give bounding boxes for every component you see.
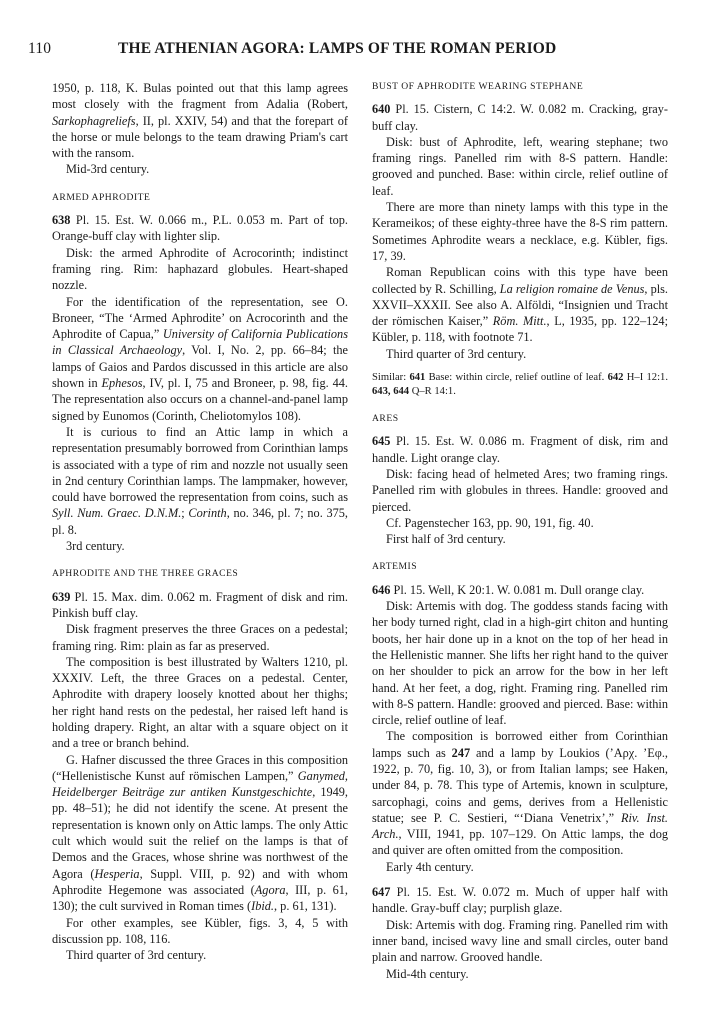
date-line: Early 4th century. xyxy=(386,859,474,874)
discussion-paragraph: It is curious to find an Attic lamp in which a representation presumably borrowed from Corinthian lamps is associated with a type of rim and nozzle not usually seen in 2nd century Corinthian lamps. The lampmaker, however, could have borrowed the representation from coins, such as Syll. Num. Graec. D.N.M.; Corinth, no. 346, pl. 7; no. 375, pl. 8. xyxy=(52,424,348,537)
discussion-paragraph: Roman Republican coins with this type have been collected by R. Schilling, La religion romaine de Venus, pls. XXVII–XXXII. See also A. Alföldi, “Insignien und Tracht der römischen Kaiser,” Röm. Mitt., L, 1935, pp. 122–124; Kübler, p. 118, with footnote 71. xyxy=(372,265,669,345)
page-header xyxy=(28,40,688,64)
disk-description: Disk fragment preserves the three Graces on a pedestal; framing ring. Rim: plain as far as preserved. xyxy=(52,622,348,653)
catalogue-entry-639: 639 Pl. 15. Max. dim. 0.062 m. Fragment of disk and rim. Pinkish buff clay. xyxy=(52,589,348,620)
date-line: Third quarter of 3rd century. xyxy=(66,948,207,963)
section-heading-armed-aphrodite: ARMED APHRODITE xyxy=(52,191,151,203)
date-line: Mid-3rd century. xyxy=(66,162,150,177)
disk-description: Disk: facing head of helmeted Ares; two framing rings. Panelled rim with globules in threes. Handle: grooved and pierced. xyxy=(372,466,668,514)
disk-description: Disk: Artemis with dog. The goddess stands facing with her body turned right, clad in a high-girt chiton and hunting boots, her hair done up in a knot on the top of her head in the Hellenistic manner. She lifts her right hand to the quiver on her shoulder to pick an arrow for the bow in her left hand. At her feet, a dog, right. Framing ring. Panelled rim with 8-S pattern. Handle: grooved and pierced. Base: within circle, relief outline of leaf. xyxy=(372,599,668,728)
reference-line: Cf. Pagenstecher 163, pp. 90, 191, fig. 40. xyxy=(386,515,594,530)
similar-lamps-note: Similar: 641 Base: within circle, relief outline of leaf. 642 H–I 12:1. 643, 644 Q–R 14:1. xyxy=(372,372,668,398)
date-line: 3rd century. xyxy=(66,539,125,554)
page-number: 110 xyxy=(28,40,52,57)
disk-description: Disk: Artemis with dog. Framing ring. Panelled rim with inner band, incised wavy line and small circles, outer band plain and narrow. Grooved handle. xyxy=(372,917,668,965)
right-column xyxy=(372,79,668,982)
left-column xyxy=(52,80,348,963)
catalogue-entry-640: 640 Pl. 15. Cistern, C 14:2. W. 0.082 m. Cracking, gray-buff clay. xyxy=(372,102,668,133)
catalogue-entry-645: 645 Pl. 15. Est. W. 0.086 m. Fragment of disk, rim and handle. Light orange clay. xyxy=(372,434,668,465)
section-heading-ares: ARES xyxy=(372,413,399,425)
continuation-paragraph: 1950, p. 118, K. Bulas pointed out that this lamp agrees most closely with the fragment from Adalia (Robert, Sarkophagreliefs, II, pl. XXIV, 54) and that the forepart of the horse or mule belongs to the team drawing Priam's cart with the ransom. xyxy=(52,81,348,161)
discussion-paragraph: The composition is borrowed either from Corinthian lamps such as 247 and a lamp by Loukios (’Αρχ. ’Εφ., 1922, p. 70, fig. 10, 3), or from Italian lamps; see Haken, under 84, p. 78. This type of Artemis, known in sculpture, sarcophagi, coins and gems, derives from a Hellenistic statue; see P. C. Sestieri, “‘Diana Venetrix’,” Riv. Inst. Arch., VIII, 1941, pp. 107–129. On Attic lamps, the dog and quiver are often omitted from the composition. xyxy=(372,729,668,858)
discussion-paragraph: For other examples, see Kübler, figs. 3, 4, 5 with discussion pp. 108, 116. xyxy=(52,915,348,946)
discussion-paragraph: The composition is best illustrated by Walters 1210, pl. XXXIV. Left, the three Graces on a pedestal. Center, Aphrodite with drapery loosely knotted about her thighs; her right hand rests on the pedestal, her raised left hand is holding drapery. Right, an altar with a square object on it and a tree or branch behind. xyxy=(52,654,348,751)
running-title: THE ATHENIAN AGORA: LAMPS OF THE ROMAN PERIOD xyxy=(118,40,557,57)
catalogue-entry-638: 638 Pl. 15. Est. W. 0.066 m., P.L. 0.053 m. Part of top. Orange-buff clay with lighter slip. xyxy=(52,213,348,244)
discussion-paragraph: G. Hafner discussed the three Graces in this composition (“Hellenistische Kunst auf römischen Lampen,” Ganymed, Heidelberger Beiträge zur antiken Kunstgeschichte, 1949, pp. 48–51); he did not identify the scene. At present the representation is known only on Attic lamps. The only Attic cult which would suit the relief on the lamps is that of Demos and the Graces, whose shrine was northwest of the Agora (Hesperia, Suppl. VIII, p. 92) and with whom Aphrodite Hegemone was associated (Agora, III, p. 61, 130); the cult survived in Roman times (Ibid., p. 61, 131). xyxy=(52,752,348,914)
section-heading-stephane: BUST OF APHRODITE WEARING STEPHANE xyxy=(372,81,584,92)
section-heading-graces: APHRODITE AND THE THREE GRACES xyxy=(52,568,239,580)
catalogue-entry-647: 647 Pl. 15. Est. W. 0.072 m. Much of upper half with handle. Gray-buff clay; purplish glaze. xyxy=(372,885,668,916)
section-heading-artemis: ARTEMIS xyxy=(372,561,418,573)
disk-description: Disk: the armed Aphrodite of Acrocorinth; indistinct framing ring. Rim: haphazard globules. Heart-shaped nozzle. xyxy=(52,245,348,293)
discussion-paragraph: There are more than ninety lamps with this type in the Kerameikos; of these eighty-three have the 8-S rim pattern. Sometimes Aphrodite wears a necklace, e.g. Kübler, figs. 17, 39. xyxy=(372,200,668,263)
disk-description: Disk: bust of Aphrodite, left, wearing stephane; two framing rings. Panelled rim with 8-S pattern. Handle: grooved and punched. Base: within circle, relief outline of leaf. xyxy=(372,134,668,198)
discussion-paragraph: For the identification of the representation, see O. Broneer, “The ‘Armed Aphrodite’ on Acrocorinth and the Aphrodite of Capua,” University of California Publications in Classical Archaeology, Vol. I, No. 2, pp. 66–84; the lamps of Gaios and Pardos discussed in this article are also shown in Ephesos, IV, pl. I, 75 and Broneer, p. 98, fig. 44. The representation also occurs on a channel-and-panel lamp signed by Eunomos (Corinth, Cheliotomylos 108). xyxy=(52,294,348,423)
date-line: Third quarter of 3rd century. xyxy=(386,346,527,361)
date-line: First half of 3rd century. xyxy=(386,532,506,547)
date-line: Mid-4th century. xyxy=(386,966,469,981)
catalogue-entry-646: 646 Pl. 15. Well, K 20:1. W. 0.081 m. Dull orange clay. xyxy=(372,582,645,597)
